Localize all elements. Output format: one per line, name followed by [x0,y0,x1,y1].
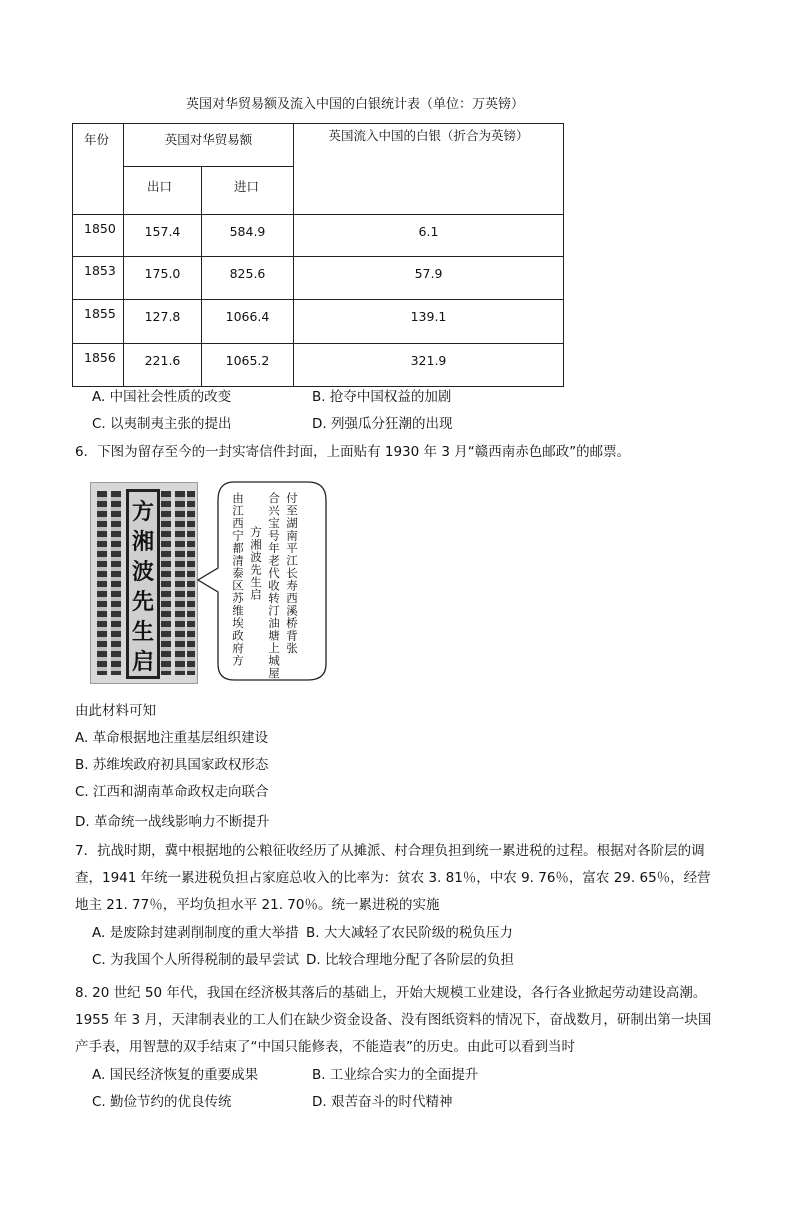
q7-stem: 7．抗战时期，冀中根据地的公粮征收经历了从摊派、村合理负担到统一累进税的过程。根据对各阶层的调查，1941 年统一累进税负担占家庭总收入的比率为：贫农 3. 81％，中农 9. 76％，富农 29. 65％，经营地主 21. 77％，平均负担水平 21. 70％。统一累进税的实施 [75,843,711,913]
speech-bubble [196,480,328,682]
stamp-char: 波 [131,559,154,585]
q6-option-d[interactable]: D. 革命统一战线影响力不断提升 [75,814,270,830]
trade-silver-table [72,123,564,387]
q6-stem: 6．下图为留存至今的一封实寄信件封面，上面贴有 1930 年 3 月“赣西南赤色邮政”的邮票。 [75,444,631,460]
q7-option-a[interactable]: A. 是废除封建剥削制度的重大举措 [92,925,299,941]
header-export: 出口 [124,167,202,215]
header-year: 年份 [73,124,124,215]
q8-option-d[interactable]: D. 艰苦奋斗的时代精神 [312,1094,453,1110]
bubble-text-col: 由江西宁都清泰区苏维埃政府方 [231,492,245,667]
q5-option-d[interactable]: D. 列强瓜分狂潮的出现 [312,416,453,432]
q6-option-a[interactable]: A. 革命根据地注重基层组织建设 [75,730,269,746]
q7-option-b[interactable]: B. 大大减轻了农民阶级的税负压力 [306,925,513,941]
q5-option-b[interactable]: B. 抢夺中国权益的加剧 [312,389,452,405]
stamp-char: 启 [131,649,154,675]
envelope-image [90,482,198,684]
q8-stem: 8. 20 世纪 50 年代，我国在经济极其落后的基础上，开始大规模工业建设，各行各业掀起劳动建设高潮。1955 年 3 月，天津制表业的工人们在缺少资金设备、没有图纸资料的情况下，奋战数月，研制出第一块国产手表，用智慧的双手结束了“中国只能修表，不能造表”的历史。由此可以看到当时 [75,985,712,1055]
q7-option-d[interactable]: D. 比较合理地分配了各阶层的负担 [306,952,514,968]
q8-option-c[interactable]: C. 勤俭节约的优良传统 [92,1094,232,1110]
header-import: 进口 [202,167,294,215]
bubble-text-col: 付至湖南平江长寿西溪桥背张 [285,492,299,655]
q6-option-b[interactable]: B. 苏维埃政府初具国家政权形态 [75,757,269,773]
table-row: 1853 175.0 825.6 57.9 [73,257,564,300]
header-silver: 英国流入中国的白银（折合为英镑） [294,124,564,215]
table-row: 1855 127.8 1066.4 139.1 [73,300,564,344]
header-trade: 英国对华贸易额 [124,124,294,167]
q8-option-b[interactable]: B. 工业综合实力的全面提升 [312,1067,479,1083]
q6-option-c[interactable]: C. 江西和湖南革命政权走向联合 [75,784,269,800]
table-row: 1856 221.6 1065.2 321.9 [73,344,564,387]
stamp-char: 先 [131,589,154,615]
q5-option-c[interactable]: C. 以夷制夷主张的提出 [92,416,232,432]
table-row: 1850 157.4 584.9 6.1 [73,215,564,257]
q8-option-a[interactable]: A. 国民经济恢复的重要成果 [92,1067,259,1083]
q5-option-a[interactable]: A. 中国社会性质的改变 [92,389,232,405]
q7-option-c[interactable]: C. 为我国个人所得税制的最早尝试 [92,952,300,968]
stamp-char: 湘 [131,529,154,555]
bubble-text-col: 方湘波先生启 [249,526,263,601]
stamp-char: 方 [131,499,154,525]
table-title: 英国对华贸易额及流入中国的白银统计表（单位：万英镑） [185,97,524,112]
bubble-text-col: 合兴宝号年老代收转汀油塘上城屋 [267,492,281,680]
stamp-char: 生 [131,619,154,645]
q6-lead: 由此材料可知 [75,703,156,719]
